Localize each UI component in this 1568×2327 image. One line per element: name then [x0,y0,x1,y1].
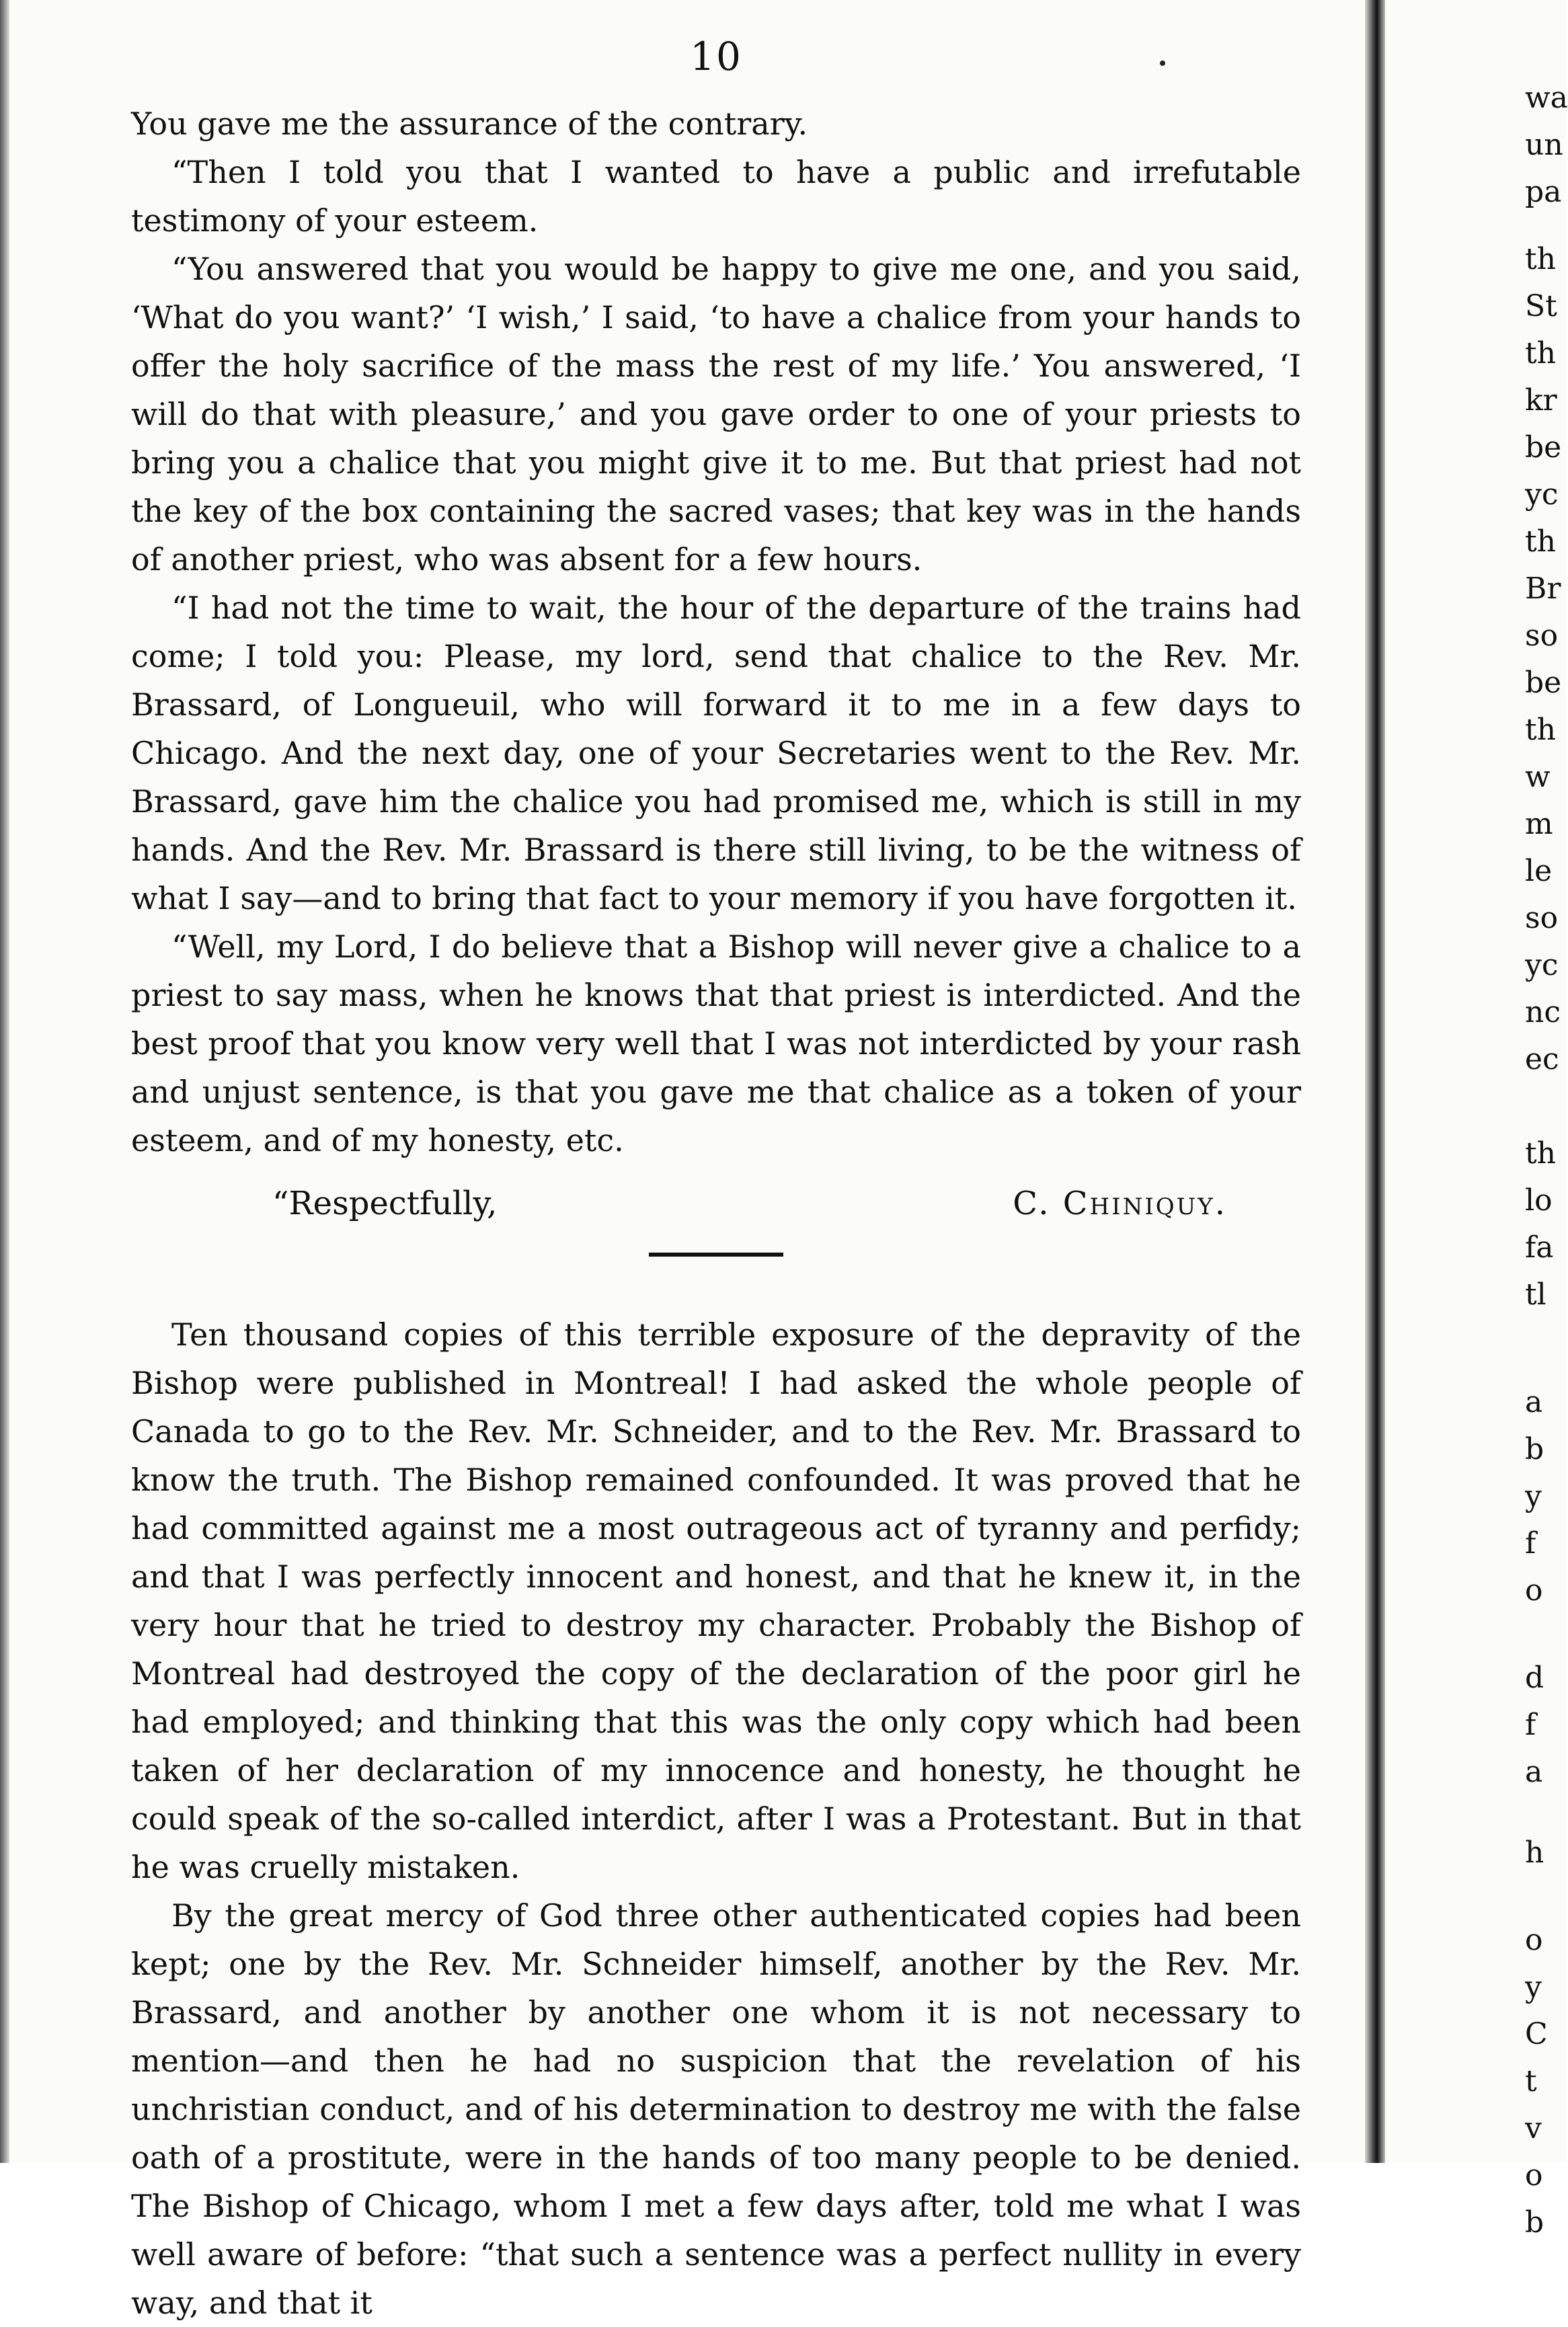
adjacent-page-text-fragment: b [1525,2205,1544,2240]
adjacent-page-text-fragment: kr [1525,383,1557,418]
adjacent-page-text-fragment: yc [1525,948,1559,982]
adjacent-page-text-fragment: Br [1525,571,1561,606]
adjacent-page-text-fragment: a [1525,1755,1543,1789]
letter-paragraph-2: “Then I told you that I wanted to have a public and irrefutable testimony of your esteem. [131,154,1301,239]
adjacent-page-text-fragment: wa [1525,81,1568,115]
adjacent-page-text-fragment: h [1525,1836,1544,1870]
adjacent-page-text-fragment: y [1525,1970,1542,2004]
adjacent-page-text-fragment: so [1525,901,1559,935]
adjacent-page-text-fragment: b [1525,1432,1544,1466]
letter-paragraph-1: You gave me the assurance of the contrary. [131,106,808,142]
adjacent-page-text-fragment: th [1525,336,1557,370]
section-divider-rule [649,1253,783,1257]
adjacent-page-text-fragment: un [1525,128,1563,162]
narrative-paragraph-2: By the great mercy of God three other authenticated copies had been kept; one by the Rev. Mr. Schneider himself, another by the Rev. Mr. Brassard, and another by another one whom it is not necessary to mention—and then he had no suspicion that the revelation of his unchristian conduct, and of his determination to destroy me with the false oath of a prostitute, were in the hands of too many people to be denied. The Bishop of Chicago, whom I met a few days after, told me what I was well aware of before: “that such a sentence was a perfect nullity in every way, and that it [131,1897,1301,2321]
adjacent-page-text-fragment: m [1525,807,1553,841]
adjacent-page-text-fragment: be [1525,430,1562,465]
adjacent-page-text-fragment: o [1525,1573,1543,1608]
adjacent-page-text-fragment: o [1525,1923,1543,1957]
adjacent-page-text-fragment: o [1525,2158,1543,2193]
adjacent-page-text-fragment: a [1525,1385,1543,1419]
main-text-column [131,20,1301,2327]
book-gutter-shadow [1365,0,1385,2163]
letter-paragraph-5: “Well, my Lord, I do believe that a Bishop will never give a chalice to a priest to say mass, when he knows that that priest is interdicted. And the best proof that you know very well that I was not interdicted by your rash and unjust sentence, is that you gave me that chalice as a token of your esteem, and of my honesty, etc. [131,929,1301,1158]
letter-closing: “Respectfully, [272,1185,498,1222]
adjacent-page-text-fragment: y [1525,1479,1542,1513]
adjacent-page-text-fragment: t [1525,2064,1537,2098]
adjacent-page-text-fragment: f [1525,1708,1536,1742]
adjacent-page-text-fragment: th [1525,713,1557,747]
narrative-paragraph-1: Ten thousand copies of this terrible exposure of the depravity of the Bishop were published in Montreal! I had asked the whole people of Canada to go to the Rev. Mr. Schneider, and to the Rev. Mr. Brassard to know the truth. The Bishop remained confounded. It was proved that he had committed against me a most outrageous act of tyranny and perfidy; and that I was perfectly innocent and honest, and that he knew it, in the very hour that he tried to destroy my character. Probably the Bishop of Montreal had destroyed the copy of the declaration of the poor girl he had employed; and thinking that this was the only copy which had been taken of her declaration of my innocence and honesty, he thought he could speak of the so-called interdict, after I was a Protestant. But in that he was cruelly mistaken. [131,1316,1301,1885]
letter-closing-row [131,1185,1301,1222]
adjacent-page-text-fragment: f [1525,1526,1536,1561]
adjacent-page-text-fragment: d [1525,1661,1544,1695]
page-number: 10 [690,34,742,79]
adjacent-page-text-fragment: so [1525,619,1559,653]
adjacent-page-text-fragment: nc [1525,995,1561,1029]
adjacent-page-text-fragment: th [1525,1136,1557,1171]
letter-signature: C. Chiniquy. [1013,1185,1227,1222]
adjacent-page-text-fragment: pa [1525,175,1562,209]
adjacent-page-text-fragment: v [1525,2111,1542,2145]
letter-paragraph-3: “You answered that you would be happy to give me one, and you said, ‘What do you want?’ ‘I wish,’ I said, ‘to have a chalice from your hands to offer the holy sacrifice of the mass the rest of my life.’ You answered, ‘I will do that with pleasure,’ and you gave order to one of your priests to bring you a chalice that you might give it to me. But that priest had not the key of the box containing the sacred vases; that key was in the hands of another priest, who was absent for a few hours. [131,251,1301,578]
adjacent-page-text-fragment: th [1525,242,1557,276]
adjacent-page-text-fragment: be [1525,666,1562,700]
scan-speck [1160,61,1165,66]
adjacent-page-text-fragment: w [1525,760,1551,794]
adjacent-page-text-fragment: lo [1525,1183,1553,1218]
adjacent-page-text-fragment: tl [1525,1277,1546,1312]
adjacent-page-text-fragment: ec [1525,1042,1559,1076]
letter-paragraph-4: “I had not the time to wait, the hour of the departure of the trains had come; I told you: Please, my lord, send that chalice to the Rev. Mr. Brassard, of Longueuil, who will forward it to me in a few days to Chicago. And the next day, one of your Secretaries went to the Rev. Mr. Brassard, gave him the chalice you had promised me, which is still in my hands. And the Rev. Mr. Brassard is there still living, to be the witness of what I say—and to bring that fact to your memory if you have forgotten it. [131,590,1301,916]
adjacent-page-fragment [1525,81,1568,2240]
adjacent-page-text-fragment: le [1525,854,1553,888]
adjacent-page-text-fragment: C [1525,2017,1548,2051]
adjacent-page-text-fragment: St [1525,289,1557,323]
adjacent-page-text-fragment: yc [1525,477,1559,512]
page-left-edge-shadow [0,0,9,2163]
adjacent-page-text-fragment: th [1525,524,1557,559]
adjacent-page-text-fragment: fa [1525,1230,1554,1265]
